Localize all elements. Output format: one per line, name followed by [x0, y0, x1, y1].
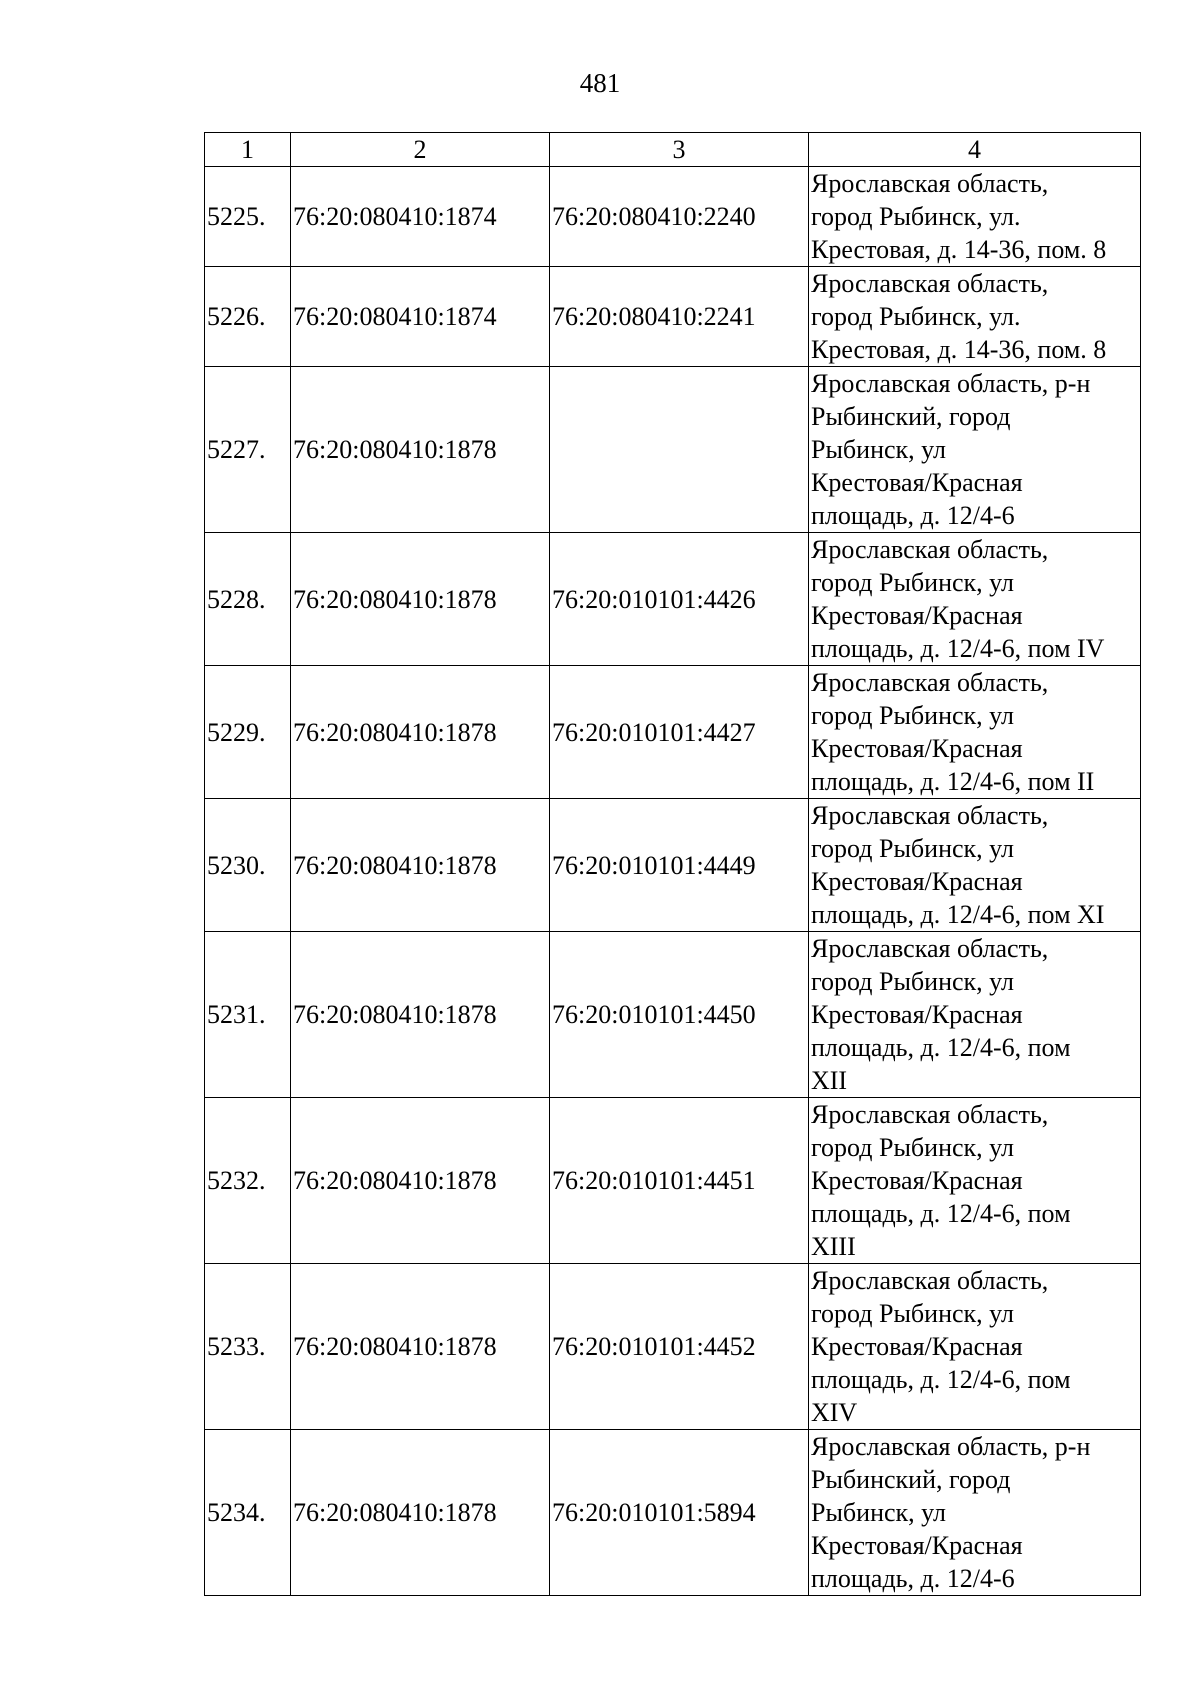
address-line: Рыбинский, город: [811, 1465, 1011, 1494]
cadastral-number-cell: 76:20:080410:1878: [291, 1098, 550, 1264]
address-line: Крестовая, д. 14-36, пом. 8: [811, 335, 1107, 364]
row-number-cell: 5233.: [205, 1264, 291, 1430]
address-line: площадь, д. 12/4-6, пом: [811, 1199, 1071, 1228]
address-line: XIII: [811, 1232, 856, 1261]
address-line: площадь, д. 12/4-6, пом II: [811, 767, 1095, 796]
table-row: [205, 367, 1141, 533]
cadastral-number-cell: 76:20:080410:1878: [291, 367, 550, 533]
address-line: площадь, д. 12/4-6, пом IV: [811, 634, 1105, 663]
address-line: Ярославская область,: [811, 801, 1049, 830]
room-cadastral-number-cell: 76:20:010101:4449: [550, 799, 809, 932]
room-cadastral-number-cell: [550, 367, 809, 533]
address-line: город Рыбинск, ул: [811, 1133, 1014, 1162]
address-cell: [809, 267, 1141, 367]
address-line: Ярославская область,: [811, 934, 1049, 963]
address-line: Ярославская область, р-н: [811, 1432, 1091, 1461]
room-cadastral-number-cell: 76:20:010101:4426: [550, 533, 809, 666]
room-cadastral-number-cell: 76:20:010101:4427: [550, 666, 809, 799]
row-number-cell: 5226.: [205, 267, 291, 367]
address-cell: [809, 1264, 1141, 1430]
address-line: город Рыбинск, ул.: [811, 302, 1021, 331]
address-line: площадь, д. 12/4-6, пом XI: [811, 900, 1105, 929]
address-line: Ярославская область,: [811, 535, 1049, 564]
header-cell-2: 2: [291, 133, 550, 167]
header-row: [205, 133, 1141, 167]
address-line: Ярославская область,: [811, 169, 1049, 198]
address-line: город Рыбинск, ул: [811, 701, 1014, 730]
address-line: Ярославская область,: [811, 269, 1049, 298]
cadastral-number-cell: 76:20:080410:1878: [291, 533, 550, 666]
cadastral-number-cell: 76:20:080410:1878: [291, 799, 550, 932]
address-line: Крестовая/Красная: [811, 1000, 1023, 1029]
room-cadastral-number-cell: 76:20:010101:5894: [550, 1430, 809, 1596]
address-line: Крестовая/Красная: [811, 734, 1023, 763]
header-cell-3: 3: [550, 133, 809, 167]
address-line: Рыбинский, город: [811, 402, 1011, 431]
address-cell: [809, 367, 1141, 533]
room-cadastral-number-cell: 76:20:010101:4452: [550, 1264, 809, 1430]
address-line: Рыбинск, ул: [811, 435, 946, 464]
address-line: XII: [811, 1066, 848, 1095]
address-line: Ярославская область,: [811, 668, 1049, 697]
address-line: Крестовая/Красная: [811, 1166, 1023, 1195]
address-cell: [809, 1098, 1141, 1264]
table-row: [205, 1098, 1141, 1264]
address-line: Крестовая/Красная: [811, 468, 1023, 497]
address-cell: [809, 533, 1141, 666]
address-line: город Рыбинск, ул: [811, 1299, 1014, 1328]
address-line: Крестовая/Красная: [811, 601, 1023, 630]
cadastral-number-cell: 76:20:080410:1878: [291, 1264, 550, 1430]
address-line: площадь, д. 12/4-6, пом: [811, 1365, 1071, 1394]
address-line: Крестовая/Красная: [811, 1332, 1023, 1361]
row-number-cell: 5228.: [205, 533, 291, 666]
table-body: [205, 167, 1141, 1596]
address-cell: [809, 799, 1141, 932]
address-cell: [809, 167, 1141, 267]
address-cell: [809, 932, 1141, 1098]
page-number: 481: [579, 68, 621, 98]
registry-table: [204, 132, 1141, 1596]
table-row: [205, 1264, 1141, 1430]
address-line: город Рыбинск, ул.: [811, 202, 1021, 231]
row-number-cell: 5232.: [205, 1098, 291, 1264]
address-cell: [809, 1430, 1141, 1596]
cadastral-number-cell: 76:20:080410:1874: [291, 267, 550, 367]
header-cell-1: 1: [205, 133, 291, 167]
address-line: Ярославская область,: [811, 1100, 1049, 1129]
address-line: Рыбинск, ул: [811, 1498, 946, 1527]
row-number-cell: 5225.: [205, 167, 291, 267]
row-number-cell: 5227.: [205, 367, 291, 533]
row-number-cell: 5234.: [205, 1430, 291, 1596]
address-line: площадь, д. 12/4-6: [811, 1564, 1015, 1593]
address-line: XIV: [811, 1398, 858, 1427]
address-cell: [809, 666, 1141, 799]
address-line: Ярославская область, р-н: [811, 369, 1091, 398]
address-line: город Рыбинск, ул: [811, 834, 1014, 863]
address-line: город Рыбинск, ул: [811, 967, 1014, 996]
cadastral-number-cell: 76:20:080410:1878: [291, 1430, 550, 1596]
header-cell-4: 4: [809, 133, 1141, 167]
address-line: город Рыбинск, ул: [811, 568, 1014, 597]
row-number-cell: 5231.: [205, 932, 291, 1098]
row-number-cell: 5229.: [205, 666, 291, 799]
address-line: Крестовая/Красная: [811, 867, 1023, 896]
address-line: площадь, д. 12/4-6: [811, 501, 1015, 530]
room-cadastral-number-cell: 76:20:010101:4450: [550, 932, 809, 1098]
cadastral-number-cell: 76:20:080410:1878: [291, 666, 550, 799]
address-line: Крестовая/Красная: [811, 1531, 1023, 1560]
table-row: [205, 267, 1141, 367]
room-cadastral-number-cell: 76:20:010101:4451: [550, 1098, 809, 1264]
room-cadastral-number-cell: 76:20:080410:2241: [550, 267, 809, 367]
table-row: [205, 533, 1141, 666]
table-row: [205, 932, 1141, 1098]
address-line: Ярославская область,: [811, 1266, 1049, 1295]
table-row: [205, 167, 1141, 267]
address-line: Крестовая, д. 14-36, пом. 8: [811, 235, 1107, 264]
room-cadastral-number-cell: 76:20:080410:2240: [550, 167, 809, 267]
cadastral-number-cell: 76:20:080410:1874: [291, 167, 550, 267]
row-number-cell: 5230.: [205, 799, 291, 932]
cadastral-number-cell: 76:20:080410:1878: [291, 932, 550, 1098]
table-row: [205, 1430, 1141, 1596]
table-row: [205, 799, 1141, 932]
address-line: площадь, д. 12/4-6, пом: [811, 1033, 1071, 1062]
table-row: [205, 666, 1141, 799]
